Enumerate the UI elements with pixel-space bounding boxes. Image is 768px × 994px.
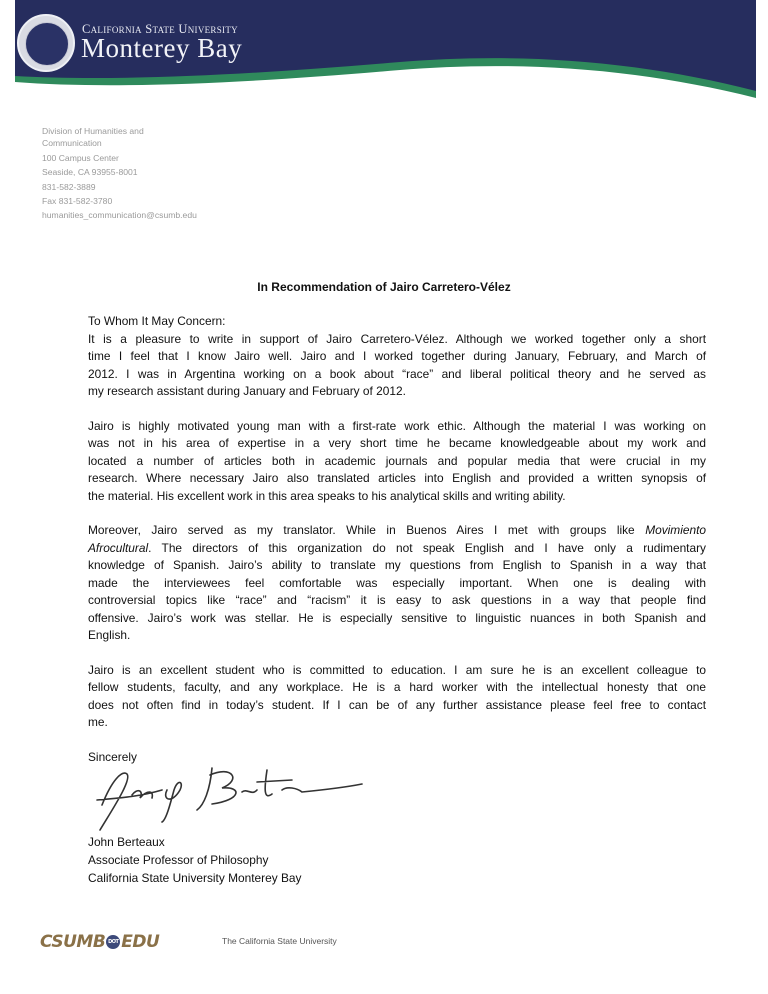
italic-term: Movimiento <box>645 523 706 537</box>
text-line: English. <box>88 628 131 642</box>
csumb-logo <box>40 932 159 952</box>
department-address <box>42 125 197 222</box>
paragraphs <box>88 331 706 732</box>
text-line <box>88 522 706 540</box>
text-line: time I feel that I know Jairo well. Jairo and I worked together during January, February, and March of <box>88 349 706 363</box>
signature <box>92 760 372 835</box>
campus-name: Monterey Bay <box>81 33 243 63</box>
text-line: fellow students, faculty, and any workplace. He is a hard worker with the intellectual honesty that one <box>88 680 706 694</box>
signer-title: Associate Professor of Philosophy <box>88 853 269 867</box>
address-line: Communication <box>42 138 102 149</box>
text-line: It is a pleasure to write in support of Jairo Carretero-Vélez. Although we worked together only a short <box>88 331 706 346</box>
paragraph <box>88 418 706 506</box>
text-line: controversial topics like “race” and “racism” it is easy to ask questions in a way that people find <box>88 593 706 607</box>
text-line: 2012. I was in Argentina working on a book about “race” and liberal political theory and he served as <box>88 366 706 381</box>
signer-block <box>88 833 301 887</box>
address-line: 100 Campus Center <box>42 152 119 163</box>
text-line: research. Where necessary Jairo also translated articles into English and provided a written synopsis of <box>88 471 706 485</box>
address-line: Seaside, CA 93955-8001 <box>42 167 138 178</box>
address-line: Division of Humanities and <box>42 126 144 136</box>
text-line: Jairo is an excellent student who is committed to education. I am sure he is an excellent colleague to <box>88 662 706 677</box>
text-line: the material. His excellent work in this area speaks to his analytical skills and writing ability. <box>88 488 566 503</box>
text-line: Jairo is highly motivated young man with a first-rate work ethic. Although the material I was working on <box>88 418 706 433</box>
italic-term: Afrocultural <box>88 540 149 555</box>
fax: Fax 831-582-3780 <box>42 196 113 207</box>
university-seal-icon <box>17 14 75 72</box>
text-line: was not in his area of expertise in a very short time he became knowledgeable about my work and <box>88 436 706 450</box>
letter-body <box>88 313 706 766</box>
logo-left: CSUMB <box>40 932 106 952</box>
signer-name: John Berteaux <box>88 835 165 849</box>
closing: Sincerely <box>88 749 137 764</box>
salutation: To Whom It May Concern: <box>88 314 226 328</box>
text-line: does not often find in today’s student. If I can be of any further assistance please feel free to contact <box>88 697 706 712</box>
letter-title: In Recommendation of Jairo Carretero-Vélez <box>257 280 511 294</box>
footer-tagline: The California State University <box>222 936 337 946</box>
signer-institution: California State University Monterey Bay <box>88 871 302 885</box>
logo-right: EDU <box>121 932 160 952</box>
text-line: made the interviewees feel comfortable was especially important. When one is dealing with <box>88 575 706 590</box>
email: humanities_communication@csumb.edu <box>42 210 197 221</box>
text-line: knowledge of Spanish. Jairo’s ability to translate my questions from English to Spanish in a way that <box>88 558 706 572</box>
paragraph <box>88 331 706 401</box>
letterhead-banner <box>0 0 768 100</box>
paragraph <box>88 522 706 645</box>
university-name: California State University <box>82 22 238 36</box>
text-line: located a number of articles both in academic journals and popular media that were crucial in my <box>88 453 706 468</box>
logo-dot: DOT <box>106 935 120 949</box>
paragraph <box>88 662 706 732</box>
text-line: me. <box>88 715 108 729</box>
text-segment: . The directors of this organization do not speak English and I have only a rudimentary <box>148 540 706 555</box>
text-segment: Moreover, Jairo served as my translator. While in Buenos Aires I met with groups like <box>88 523 646 537</box>
text-line <box>88 540 706 558</box>
text-line: offensive. Jairo’s work was stellar. He is especially sensitive to linguistic nuances in both Spanish and <box>88 610 706 625</box>
phone: 831-582-3889 <box>42 181 96 192</box>
text-line: my research assistant during January and February of 2012. <box>88 384 406 398</box>
